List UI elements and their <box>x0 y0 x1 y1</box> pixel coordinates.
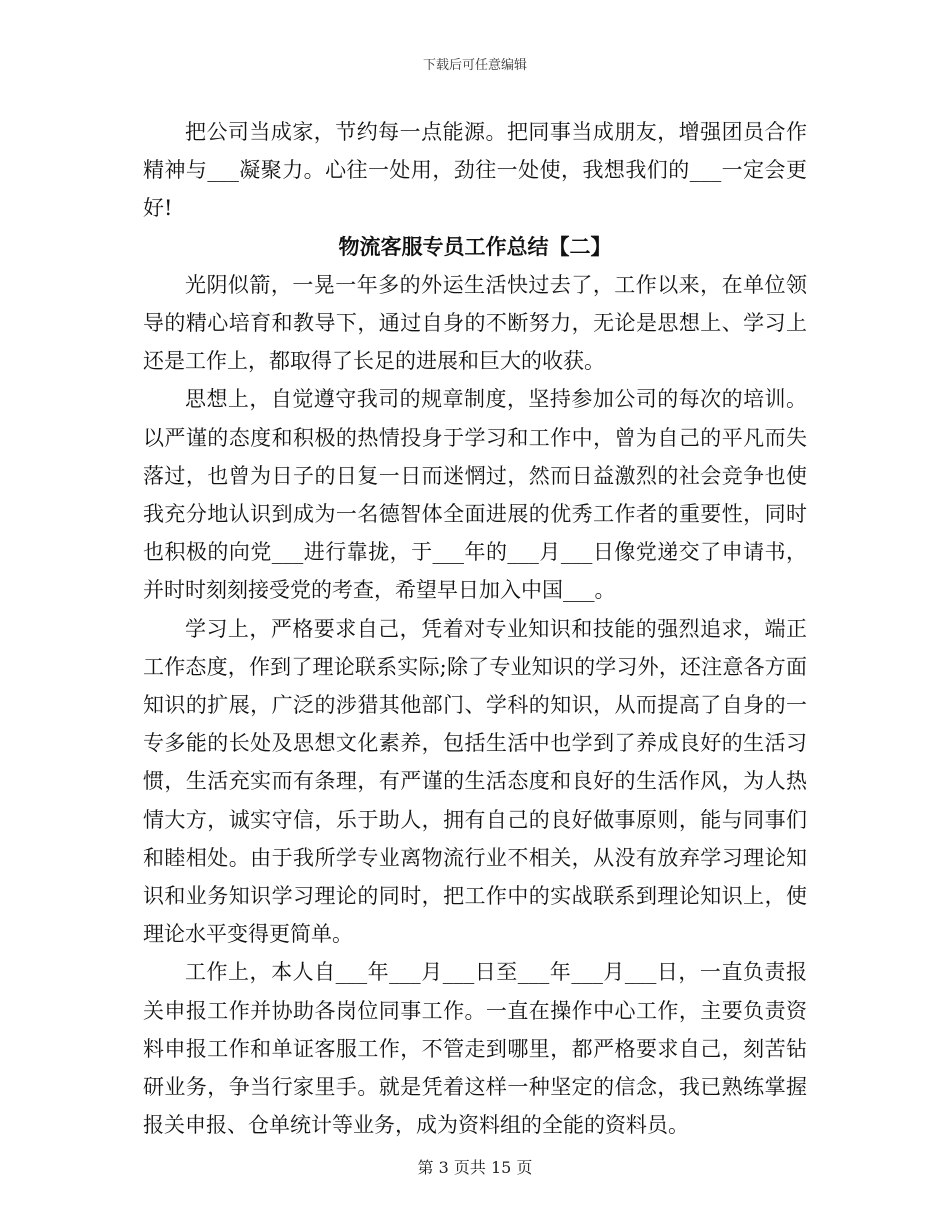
paragraph-study: 学习上，严格要求自己，凭着对专业知识和技能的强烈追求，端正工作态度，作到了理论联系实际;除了专业知识的学习外，还注意各方面知识的扩展，广泛的涉猎其他部门、学科的知识，从而提高了自身的一专多能的长处及思想文化素养，包括生活中也学到了养成良好的生活习惯，生活充实而有条理，有严谨的生活态度和良好的生活作风，为人热情大方，诚实守信，乐于助人，拥有自己的良好做事原则，能与同事们和睦相处。由于我所学专业离物流行业不相关，从没有放弃学习理论知识和业务知识学习理论的同时，把工作中的实战联系到理论知识上，使理论水平变得更简单。 <box>143 616 807 947</box>
section-title: 物流客服专员工作总结【二】 <box>338 233 612 259</box>
paragraph-ideology: 思想上，自觉遵守我司的规章制度，坚持参加公司的每次的培训。以严谨的态度和积极的热情投身于学习和工作中，曾为自己的平凡而失落过，也曾为日子的日复一日而迷惘过，然而日益激烈的社会竞争也使我充分地认识到成为一名德智体全面进展的优秀工作者的重要性，同时也积极的向党___进行靠拢，于___年的___月___日像党递交了申请书，并时时刻刻接受党的考查，希望早日加入中国___。 <box>143 387 807 603</box>
document-body <box>143 113 807 1144</box>
paragraph-opening: 光阴似箭，一晃一年多的外运生活快过去了，工作以来，在单位领导的精心培育和教导下，通过自身的不断努力，无论是思想上、学习上还是工作上，都取得了长足的进展和巨大的收获。 <box>143 272 807 374</box>
paragraph-work: 工作上，本人自___年___月___日至___年___月___日，一直负责报关申报工作并协助各岗位同事工作。一直在操作中心工作，主要负责资料申报工作和单证客服工作，不管走到哪里，都严格要求自己，刻苦钻研业务，争当行家里手。就是凭着这样一种坚定的信念，我已熟练掌握报关申报、仓单统计等业务，成为资料组的全能的资料员。 <box>143 960 807 1138</box>
page-number: 第 3 页共 15 页 <box>417 1158 533 1177</box>
page-header: 下载后可任意编辑 <box>422 58 527 73</box>
intro-paragraph: 把公司当成家，节约每一点能源。把同事当成朋友，增强团员合作精神与___凝聚力。心往一处用，劲往一处使，我想我们的___一定会更好! <box>143 120 807 221</box>
